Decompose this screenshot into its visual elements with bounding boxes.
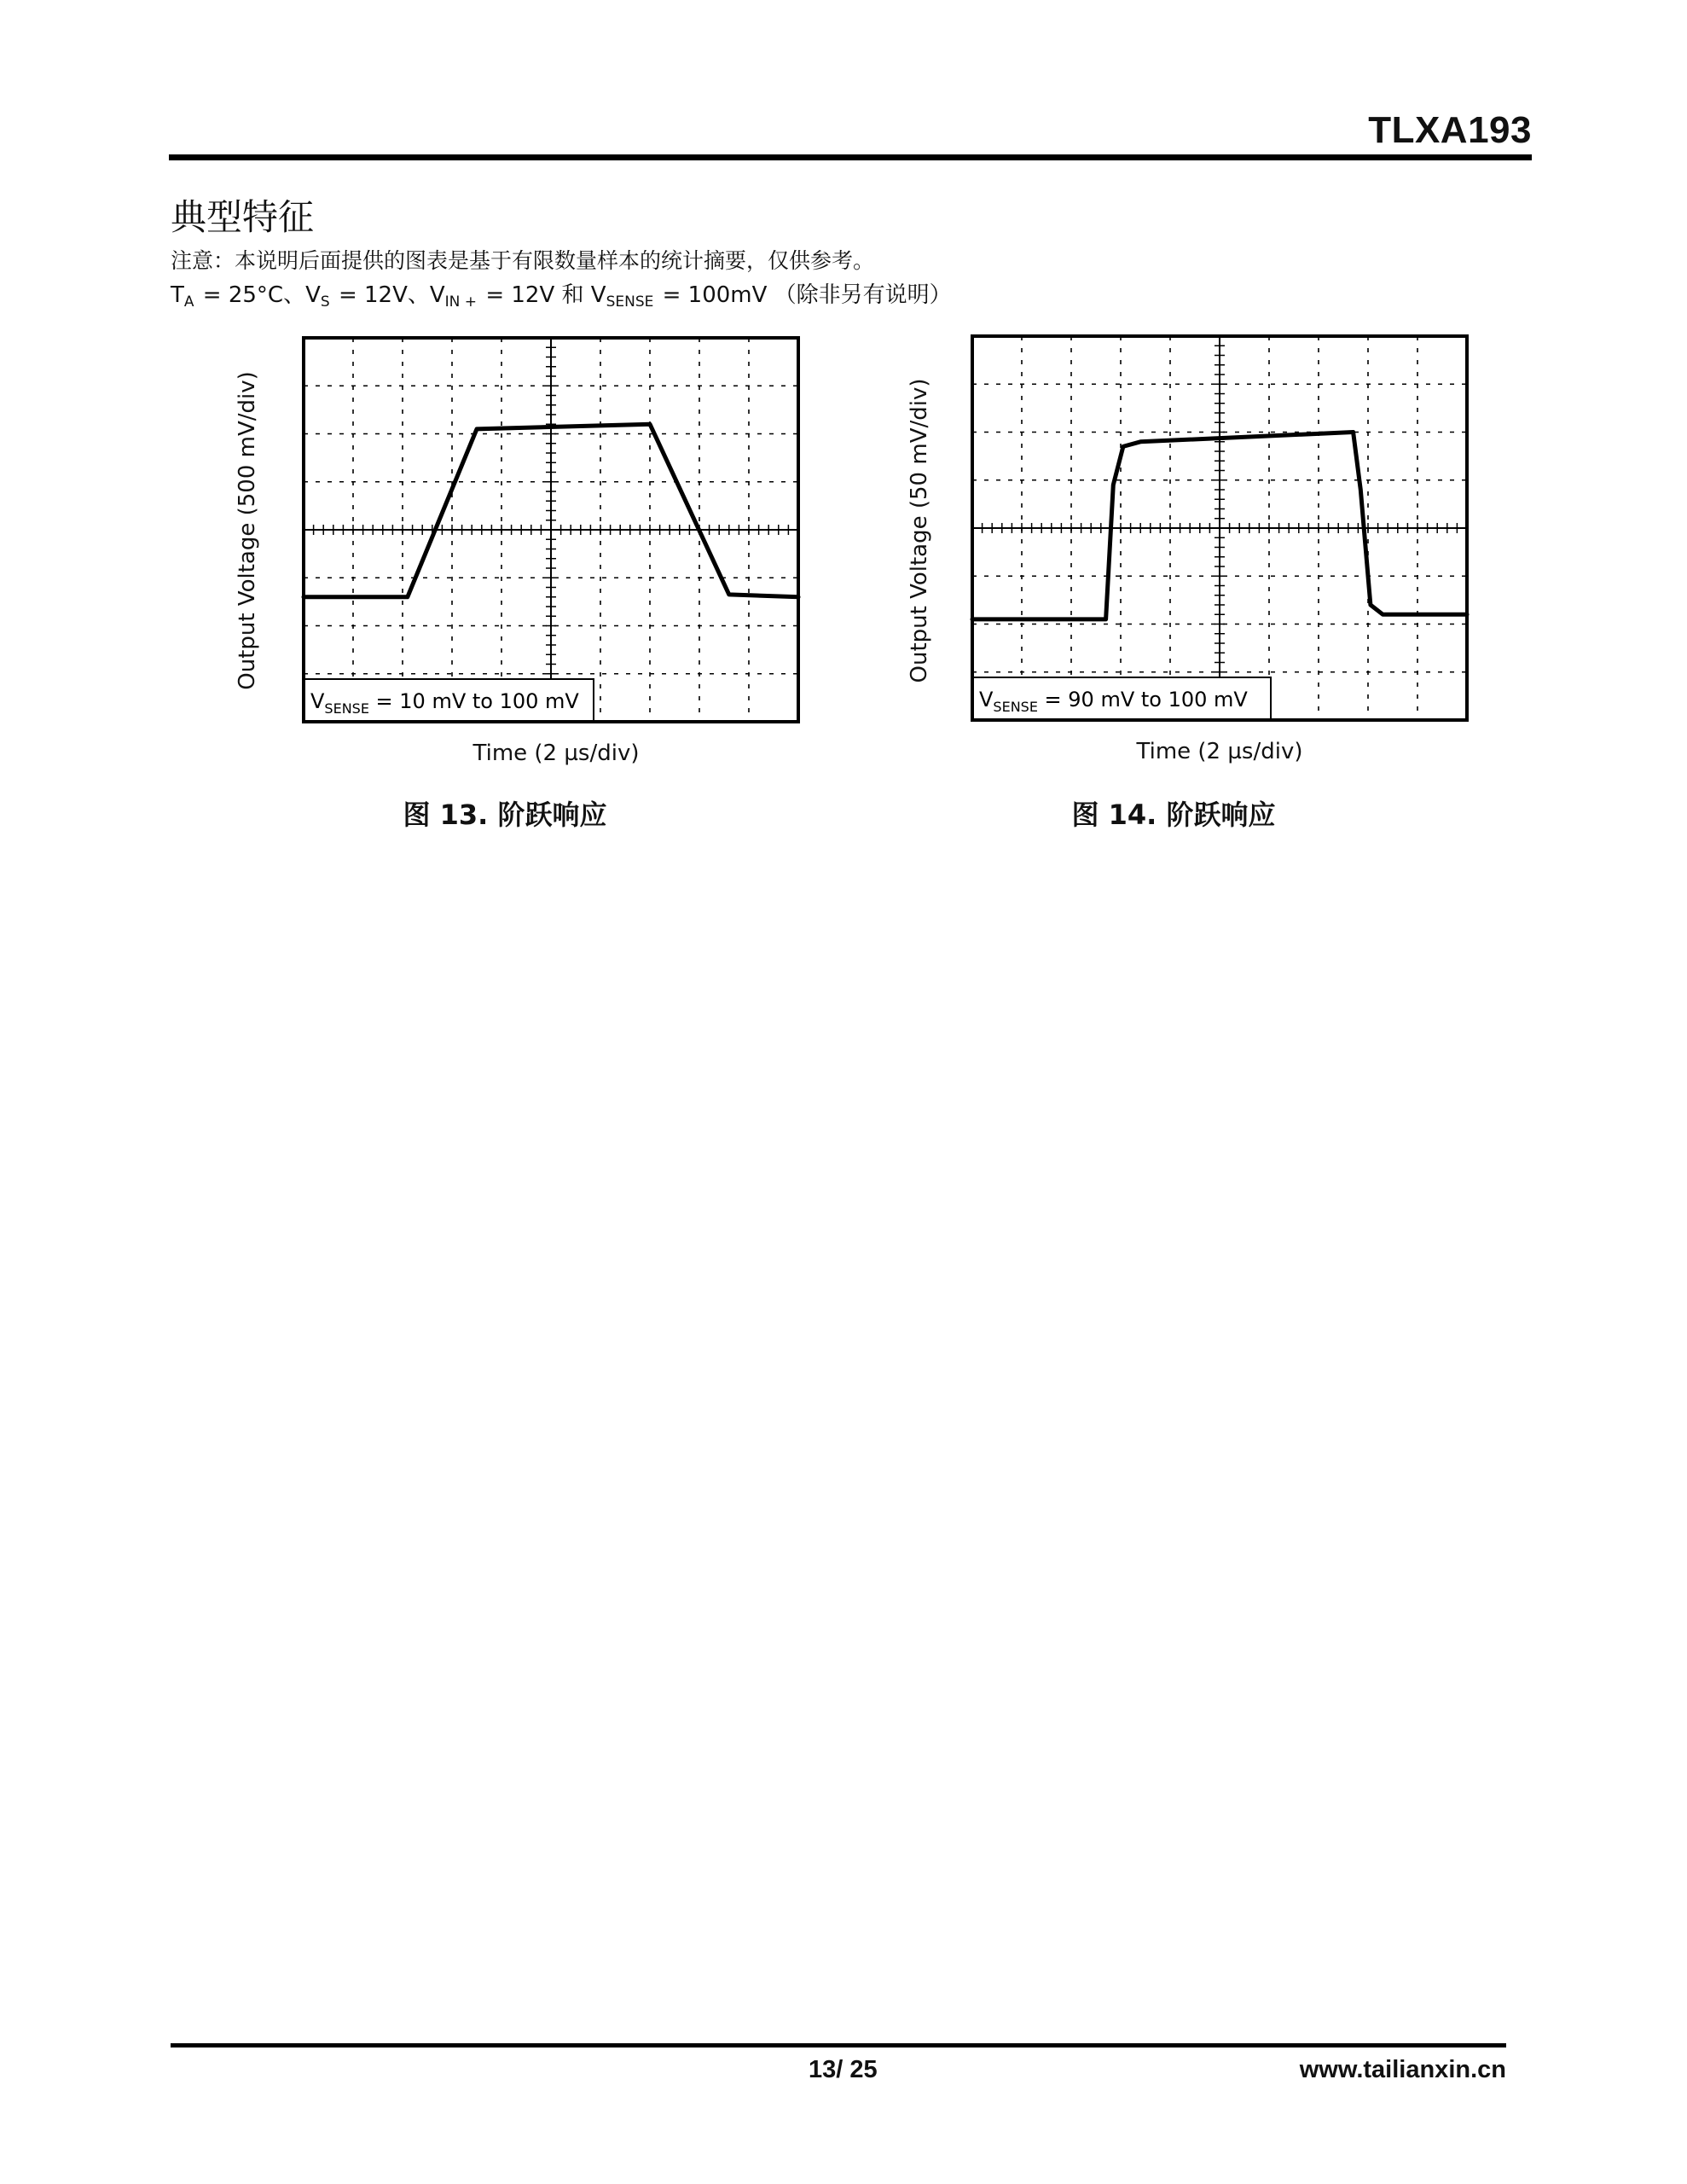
fig13-y-axis-label: Output Voltage (500 mV/div): [235, 371, 260, 690]
vsense-value: = 100mV （除非另有说明）: [655, 282, 952, 308]
vin-symbol: V: [429, 282, 445, 308]
header-rule: [169, 154, 1532, 160]
fig14-legend-symbol: V: [979, 688, 994, 712]
page-number: 13/ 25: [809, 2056, 878, 2083]
vin-subscript: IN +: [444, 293, 478, 311]
fig14-x-axis-label: Time (2 µs/div): [1136, 739, 1303, 764]
fig14-scope-plot: [969, 333, 1481, 725]
section-title: 典型特征: [171, 196, 315, 238]
fig13-scope-svg: [300, 334, 812, 727]
fig14-scope-svg: [969, 333, 1481, 725]
vsense-subscript: SENSE: [606, 293, 654, 311]
fig13-scope-plot: [300, 334, 812, 727]
fig13-legend-subscript: SENSE: [324, 700, 369, 717]
footer-rule: [171, 2043, 1506, 2048]
ta-value: = 25°C、: [195, 282, 306, 308]
vs-subscript: S: [320, 293, 330, 311]
part-number: TLXA193: [1368, 109, 1532, 151]
fig13-legend-symbol: V: [310, 689, 325, 713]
vs-symbol: V: [305, 282, 321, 308]
test-conditions: [171, 277, 952, 311]
ta-subscript: A: [183, 293, 194, 311]
fig13-legend-range: = 10 mV to 100 mV: [368, 689, 579, 713]
vin-value: = 12V 和: [478, 282, 591, 308]
vsense-symbol: V: [590, 282, 606, 308]
vs-value: = 12V、: [331, 282, 430, 308]
fig14-y-axis-label: Output Voltage (50 mV/div): [907, 378, 932, 683]
note-text: 注意：本说明后面提供的图表是基于有限数量样本的统计摘要，仅供参考。: [171, 248, 875, 273]
fig13-x-axis-label: Time (2 µs/div): [472, 741, 640, 766]
fig14-caption: 图 14. 阶跃响应: [1071, 799, 1276, 831]
fig13-caption: 图 13. 阶跃响应: [403, 799, 607, 831]
fig14-legend-subscript: SENSE: [993, 699, 1038, 715]
footer-website: www.tailianxin.cn: [1299, 2056, 1506, 2083]
fig14-legend-range: = 90 mV to 100 mV: [1037, 688, 1248, 712]
ta-symbol: T: [171, 282, 184, 308]
